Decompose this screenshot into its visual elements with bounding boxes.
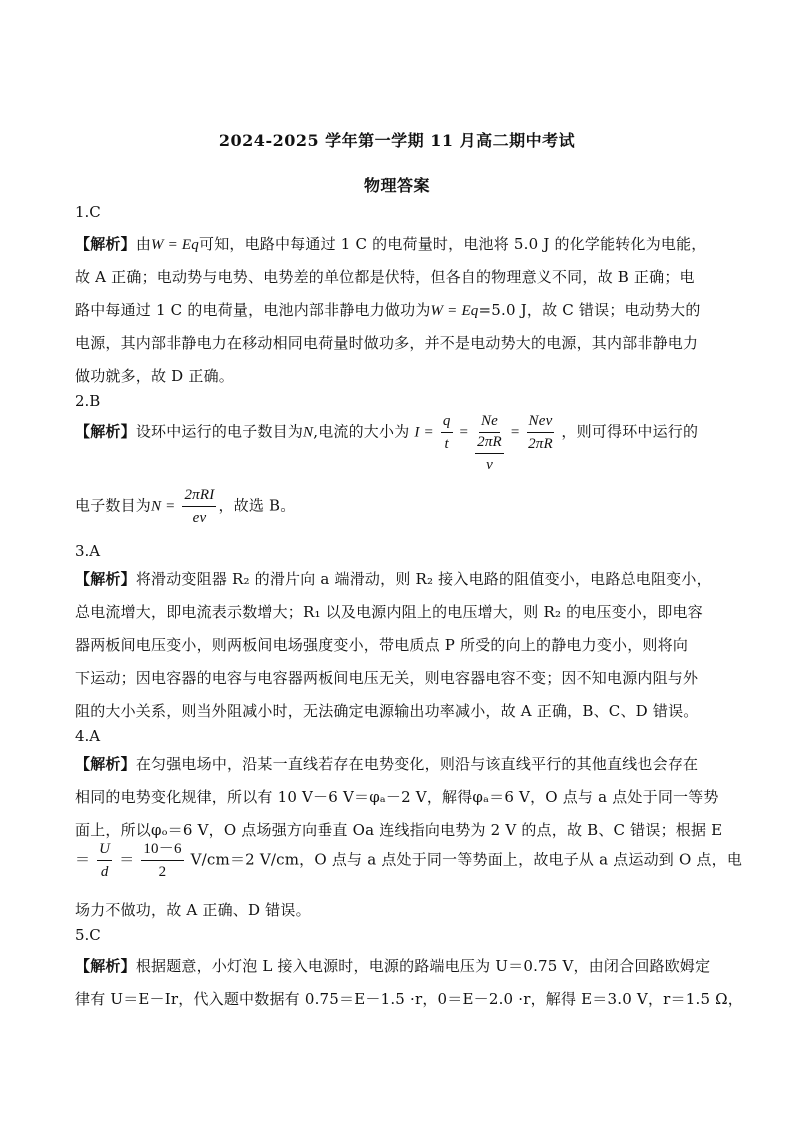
- analysis-line: 总电流增大，即电流表示数增大；R₁ 以及电源内阻上的电压增大，则 R₂ 的电压变小，即电容: [75, 603, 703, 621]
- analysis-line: 【解析】将滑动变阻器 R₂ 的滑片向 a 端滑动，则 R₂ 接入电路的阻值变小，电路总电阻变小，: [75, 570, 712, 588]
- analysis-line: 下运动；因电容器的电容与电容器两板间电压无关，则电容器电容不变；因不知电源内阻与外: [75, 669, 699, 687]
- document-title: 2024-2025 学年第一学期 11 月高二期中考试: [218, 131, 576, 150]
- analysis-line: 电源，其内部非静电力在移动相同电荷量时做功多，并不是电动势大的电源，其内部非静电力: [75, 334, 699, 352]
- analysis-tag: 【解析】: [75, 957, 136, 975]
- analysis-line-with-formula: ＝ $\frac{U}{d}$ ＝ $\frac{10-6}{2}$ V/cm＝2 V/cm，O 点与 a 点处于同一等势面上，故电子从 a 点运动到 O 点，电: [75, 841, 743, 880]
- analysis-line-with-formula: 【解析】设环中运行的电子数目为N,电流的大小为 I = $\frac{q}{t}$ = $\frac{Ne}{\frac{2\pi R}{v}}$ = $\frac{\text{Nev}}{2\pi R}$ ，则可得环中运行的: [75, 413, 699, 473]
- question-number: 4.A: [75, 727, 101, 745]
- fraction: $\frac{Ne}{\frac{2\pi R}{v}}$: [477, 413, 502, 473]
- fraction: $\frac{q}{t}$: [442, 413, 451, 452]
- analysis-line: 路中每通过 1 C 的电荷量，电池内部非静电力做功为W = Eq=5.0 J，故 C 错误；电动势大的: [75, 301, 701, 319]
- fraction: $\frac{\text{Nev}}{2\pi R}$: [528, 413, 553, 452]
- analysis-line: 【解析】根据题意，小灯泡 L 接入电源时，电源的路端电压为 U＝0.75 V，由闭合回路欧姆定: [75, 957, 711, 975]
- document-subtitle: 物理答案: [363, 176, 430, 195]
- analysis-line: 相同的电势变化规律，所以有 10 V－6 V＝φₐ－2 V，解得φₐ＝6 V，O 点与 a 点处于同一等势: [75, 788, 719, 806]
- analysis-line: 故 A 正确；电动势与电势、电势差的单位都是伏特，但各自的物理意义不同，故 B 正确；电: [75, 268, 695, 286]
- analysis-line: 器两板间电压变小，则两板间电场强度变小，带电质点 P 所受的向上的静电力变小，则将向: [75, 636, 689, 654]
- analysis-tag: 【解析】: [75, 755, 136, 773]
- analysis-tag: 【解析】: [75, 570, 136, 588]
- analysis-line: 律有 U＝E－Ir，代入题中数据有 0.75＝E－1.5 ·r，0＝E－2.0 ·r，解得 E＝3.0 V，r＝1.5 Ω，: [75, 990, 743, 1008]
- analysis-tag: 【解析】: [75, 422, 136, 441]
- question-number: 2.B: [75, 392, 101, 410]
- analysis-tag: 【解析】: [75, 235, 136, 253]
- question-number: 1.C: [75, 203, 101, 221]
- question-number: 5.C: [75, 926, 101, 944]
- analysis-line: 【解析】在匀强电场中，沿某一直线若存在电势变化，则沿与该直线平行的其他直线也会存在: [75, 755, 699, 773]
- fraction: $\frac{U}{d}$: [99, 841, 111, 880]
- analysis-line: 【解析】由W = Eq可知，电路中每通过 1 C 的电荷量时，电池将 5.0 J 的化学能转化为电能，: [75, 235, 707, 253]
- fraction: $\frac{\text{2πRI}}{ev}$: [184, 487, 215, 526]
- fraction: $\frac{10-6}{2}$: [143, 841, 182, 880]
- analysis-line: 场力不做功，故 A 正确、D 错误。: [75, 901, 311, 919]
- question-number: 3.A: [75, 542, 101, 560]
- analysis-line-with-formula: 电子数目为N = $\frac{\text{2πRI}}{ev}$ ，故选 B。: [75, 487, 296, 526]
- analysis-line: 面上，所以φₒ＝6 V，O 点场强方向垂直 Oa 连线指向电势为 2 V 的点，故 B、C 错误；根据 E: [75, 821, 723, 839]
- analysis-line: 做功就多，故 D 正确。: [75, 367, 234, 385]
- analysis-line: 阻的大小关系，则当外阻减小时，无法确定电源输出功率减小，故 A 正确，B、C、D 错误。: [75, 702, 699, 720]
